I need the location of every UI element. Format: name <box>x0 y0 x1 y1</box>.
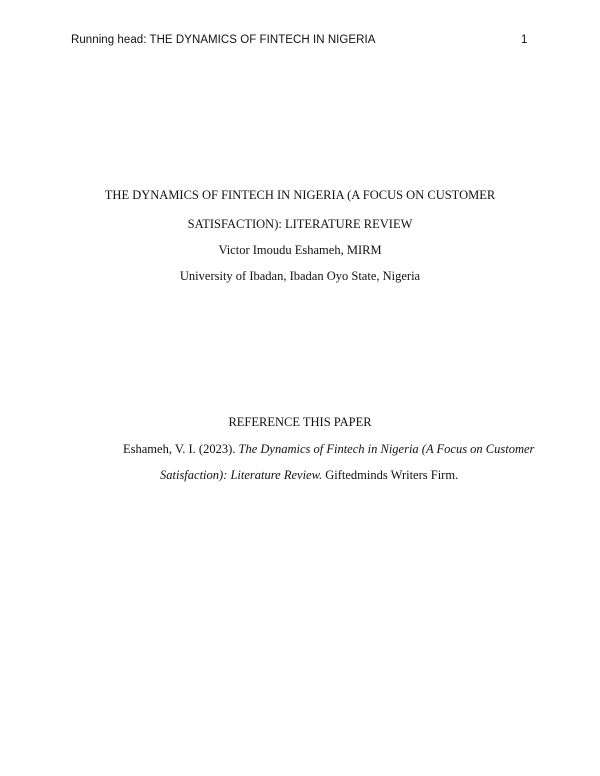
citation-prefix: Eshameh, V. I. (2023). <box>123 442 239 456</box>
reference-heading: REFERENCE THIS PAPER <box>228 415 372 429</box>
citation-line-2 <box>160 468 458 483</box>
author-affiliation: University of Ibadan, Ibadan Oyo State, Nigeria <box>179 269 421 283</box>
citation-publisher: Giftedminds Writers Firm. <box>322 468 459 482</box>
title-line-2: SATISFACTION): LITERATURE REVIEW <box>187 217 413 231</box>
running-head: Running head: THE DYNAMICS OF FINTECH IN NIGERIA <box>71 34 376 46</box>
title-line-1: THE DYNAMICS OF FINTECH IN NIGERIA (A FOCUS ON CUSTOMER <box>104 188 496 202</box>
author-name: Victor Imoudu Eshameh, MIRM <box>218 243 382 257</box>
citation-line-1 <box>123 442 534 457</box>
page-number: 1 <box>521 34 528 46</box>
citation-title-part-1: The Dynamics of Fintech in Nigeria (A Focus on Customer <box>238 442 535 456</box>
citation-title-part-2: Satisfaction): Literature Review. <box>160 468 323 482</box>
